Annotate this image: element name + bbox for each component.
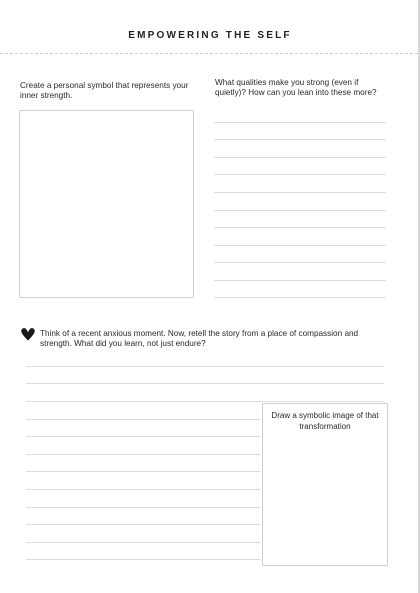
writing-line[interactable] <box>26 524 260 525</box>
heart-icon <box>20 325 36 343</box>
writing-line[interactable] <box>214 280 386 281</box>
writing-line[interactable] <box>26 383 384 384</box>
qualities-prompt: What qualities make you strong (even if quietly)? How can you lean into these more? <box>215 78 377 97</box>
writing-line[interactable] <box>214 122 386 123</box>
writing-line[interactable] <box>214 210 386 211</box>
writing-line[interactable] <box>26 542 260 543</box>
writing-line[interactable] <box>26 419 260 420</box>
header-divider <box>0 53 418 54</box>
symbol-prompt: Create a personal symbol that represents your inner strength. <box>20 81 189 100</box>
page-title: EMPOWERING THE SELF <box>128 30 292 41</box>
writing-line[interactable] <box>26 559 260 560</box>
writing-line[interactable] <box>214 227 386 228</box>
drawing-box-label: Draw a symbolic image of that transformation <box>271 411 379 431</box>
writing-line[interactable] <box>26 471 260 472</box>
symbol-drawing-box[interactable] <box>19 110 194 298</box>
writing-line[interactable] <box>26 401 384 402</box>
anxious-moment-prompt: Think of a recent anxious moment. Now, retell the story from a place of compassion and strength. What did you learn, not just endure? <box>40 329 359 348</box>
writing-line[interactable] <box>214 139 386 140</box>
transformation-drawing-box[interactable] <box>262 403 388 566</box>
writing-line[interactable] <box>214 297 386 298</box>
writing-line[interactable] <box>214 192 386 193</box>
writing-line[interactable] <box>214 174 386 175</box>
writing-line[interactable] <box>26 454 260 455</box>
writing-line[interactable] <box>26 507 260 508</box>
writing-line[interactable] <box>26 436 260 437</box>
writing-line[interactable] <box>214 245 386 246</box>
writing-line[interactable] <box>214 262 386 263</box>
writing-line[interactable] <box>26 489 260 490</box>
writing-line[interactable] <box>214 157 386 158</box>
writing-line[interactable] <box>26 366 384 367</box>
